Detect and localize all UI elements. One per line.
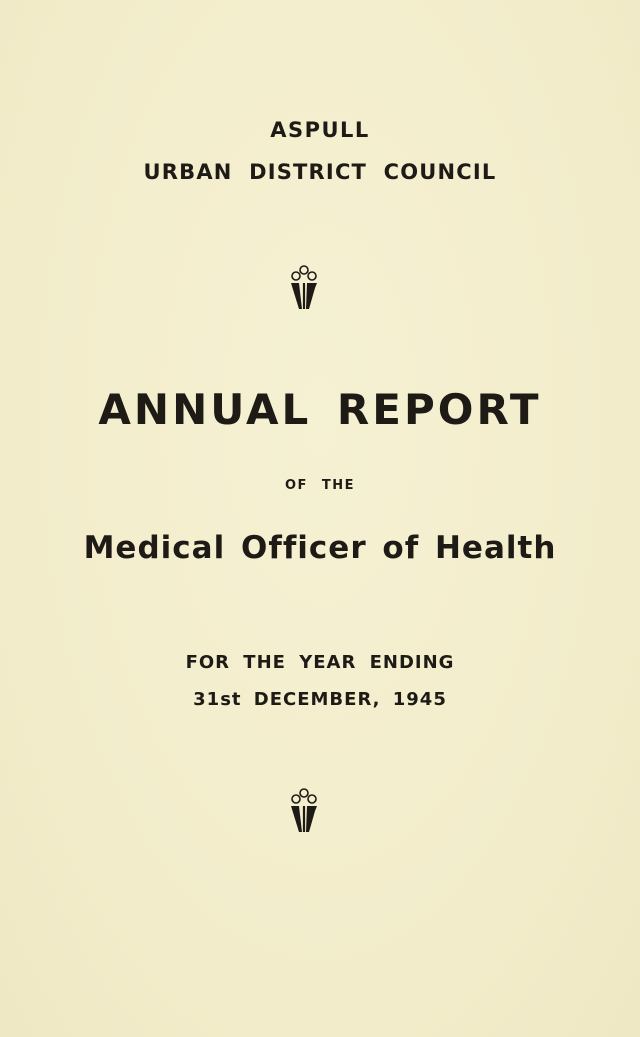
flower-ornament-icon	[286, 262, 322, 312]
of-the-label: OF THE	[284, 478, 356, 493]
period-line-2: 31st DECEMBER, 1945	[193, 689, 447, 710]
report-title: ANNUAL REPORT	[98, 385, 542, 434]
council-name-line-2: URBAN DISTRICT COUNCIL	[143, 160, 497, 184]
flower-ornament-icon	[286, 785, 322, 835]
period-line-1: FOR THE YEAR ENDING	[185, 652, 455, 673]
council-name-line-1: ASPULL	[270, 118, 370, 142]
report-subtitle: Medical Officer of Health	[83, 530, 557, 566]
